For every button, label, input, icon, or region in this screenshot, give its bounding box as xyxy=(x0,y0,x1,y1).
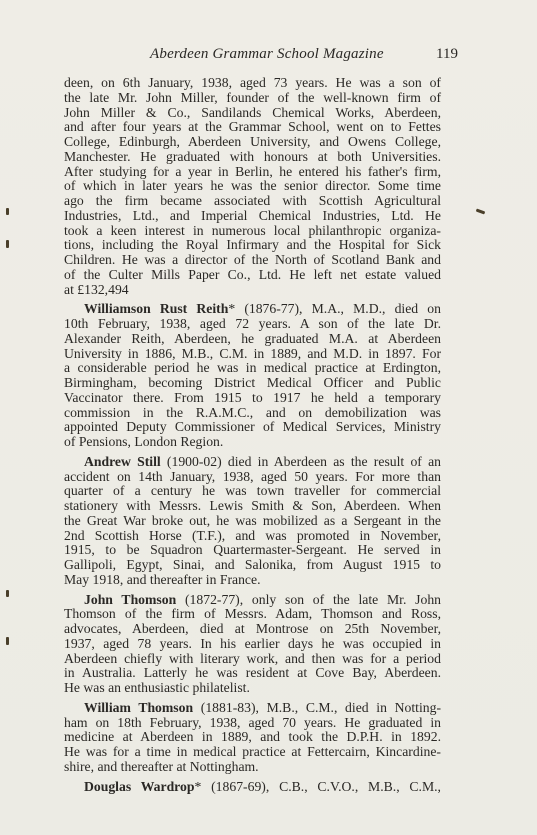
text-line: After studying for a year in Berlin, he entered his father's firm, xyxy=(64,163,441,179)
text-line: John Miller & Co., Sandilands Chemical Works, Aberdeen, xyxy=(64,104,441,120)
text-line: tions, including the Royal Infirmary and the Hospital for Sick xyxy=(64,237,441,253)
text-line: the Great War broke out, he was mobilized as a Sergeant in the xyxy=(64,512,441,528)
line-text: (1881-83), M.B., C.M., died in Notting- xyxy=(193,699,441,715)
text-line: of Pensions, London Region. xyxy=(64,434,224,449)
text-line: and after four years at the Grammar School, went on to Fettes xyxy=(64,119,441,135)
page-number: 119 xyxy=(436,46,458,62)
text-line: medicine at Aberdeen in 1889, and took the D.P.H. in 1892. xyxy=(64,729,441,745)
text-line: He was for a time in medical practice at Fettercairn, Kincardine- xyxy=(64,744,441,759)
text-line: He was an enthusiastic philatelist. xyxy=(64,680,250,695)
obituary-paragraph xyxy=(64,780,441,795)
text-line: 2nd Scottish Horse (T.F.), and was promoted in November, xyxy=(64,527,441,543)
person-name: Williamson Rust Reith xyxy=(84,301,229,317)
text-line xyxy=(64,455,441,470)
margin-ink-mark xyxy=(6,590,9,597)
text-line: stationery with Messrs. Lewis Smith & Son, Aberdeen. When xyxy=(64,498,441,513)
text-line: Thomson of the firm of Messrs. Adam, Thomson and Ross, xyxy=(64,606,441,622)
text-line: the late Mr. John Miller, founder of the well-known firm of xyxy=(64,89,441,105)
line-text: * (1876-77), M.A., M.D., died on xyxy=(228,301,441,317)
obituary-text xyxy=(64,76,441,794)
running-title: Aberdeen Grammar School Magazine xyxy=(150,46,384,62)
line-text: * (1867-69), C.B., C.V.O., M.B., C.M., xyxy=(194,778,441,794)
text-line: of which in later years he was the senior director. Some time xyxy=(64,178,441,194)
margin-ink-mark xyxy=(6,637,9,645)
text-line: Children. He was a director of the North of Scotland Bank and xyxy=(64,252,441,267)
text-line: University in 1886, M.B., C.M. in 1889, and M.D. in 1897. For xyxy=(64,345,441,361)
text-line: Manchester. He graduated with honours at both Universities. xyxy=(64,148,441,164)
person-name: John Thomson xyxy=(84,591,177,607)
obituary-paragraph xyxy=(64,302,441,450)
text-line: Alexander Reith, Aberdeen, he graduated M.A. at Aberdeen xyxy=(64,330,441,346)
page-header xyxy=(66,46,458,68)
text-line xyxy=(64,593,441,608)
text-line: College, Edinburgh, Aberdeen University, and Owens College, xyxy=(64,134,441,149)
text-line xyxy=(64,302,441,317)
text-line: at £132,494 xyxy=(64,281,129,297)
text-line: 1937, aged 78 years. In his earlier days he was occupied in xyxy=(64,635,441,651)
text-line: commission in the R.A.M.C., and on demobilization was xyxy=(64,404,441,420)
line-text: (1872-77), only son of the late Mr. John xyxy=(176,591,442,607)
obituary-paragraph xyxy=(64,593,441,696)
text-line: accident on 14th January, 1938, aged 50 years. For more than xyxy=(64,468,441,484)
text-line: a considerable period he was in medical practice at Erdington, xyxy=(64,360,441,376)
text-line: took a keen interest in numerous local philanthropic organiza- xyxy=(64,222,441,238)
text-line: 1915, to be Squadron Quartermaster-Sergeant. He served in xyxy=(64,542,441,558)
text-line: 10th February, 1938, aged 72 years. A son of the late Dr. xyxy=(64,316,441,331)
text-line: Industries, Ltd., and Imperial Chemical Industries, Ltd. He xyxy=(64,207,441,223)
person-name: Andrew Still xyxy=(84,453,161,469)
text-line: appointed Deputy Commissioner of Medical Services, Ministry xyxy=(64,419,441,435)
obituary-paragraph xyxy=(64,701,441,775)
text-line: May 1918, and thereafter in France. xyxy=(64,571,261,587)
text-line: shire, and thereafter at Nottingham. xyxy=(64,758,259,774)
margin-ink-mark xyxy=(6,208,9,215)
obituary-paragraph xyxy=(64,76,441,297)
obituary-paragraph xyxy=(64,455,441,588)
text-line: quarter of a century he was town traveller for commercial xyxy=(64,483,441,499)
text-line: Gallipoli, Egypt, Sinai, and Salonika, from August 1915 to xyxy=(64,557,441,572)
line-text: (1900-02) died in Aberdeen as the result of an xyxy=(160,453,441,469)
text-line: ham on 18th February, 1938, aged 70 years. He graduated in xyxy=(64,714,441,730)
text-line xyxy=(64,701,441,716)
text-line: of the Culter Mills Paper Co., Ltd. He left net estate valued xyxy=(64,266,441,282)
text-line: Aberdeen chiefly with literary work, and then was for a period xyxy=(64,650,441,666)
person-name: William Thomson xyxy=(84,699,194,715)
text-line: deen, on 6th January, 1938, aged 73 years. He was a son of xyxy=(64,75,441,90)
text-line: advocates, Aberdeen, died at Montrose on 25th November, xyxy=(64,621,441,636)
person-name: Douglas Wardrop xyxy=(84,778,195,794)
text-line xyxy=(64,780,441,795)
text-line: Birmingham, becoming District Medical Officer and Public xyxy=(64,375,441,390)
margin-ink-mark xyxy=(6,240,9,248)
margin-ink-mark xyxy=(476,209,485,215)
text-line: in Australia. Latterly he was resident at Cove Bay, Aberdeen. xyxy=(64,665,441,681)
text-line: Vaccinator there. From 1915 to 1917 he held a temporary xyxy=(64,389,441,405)
text-line: ago the firm became associated with Scottish Agricultural xyxy=(64,193,441,208)
